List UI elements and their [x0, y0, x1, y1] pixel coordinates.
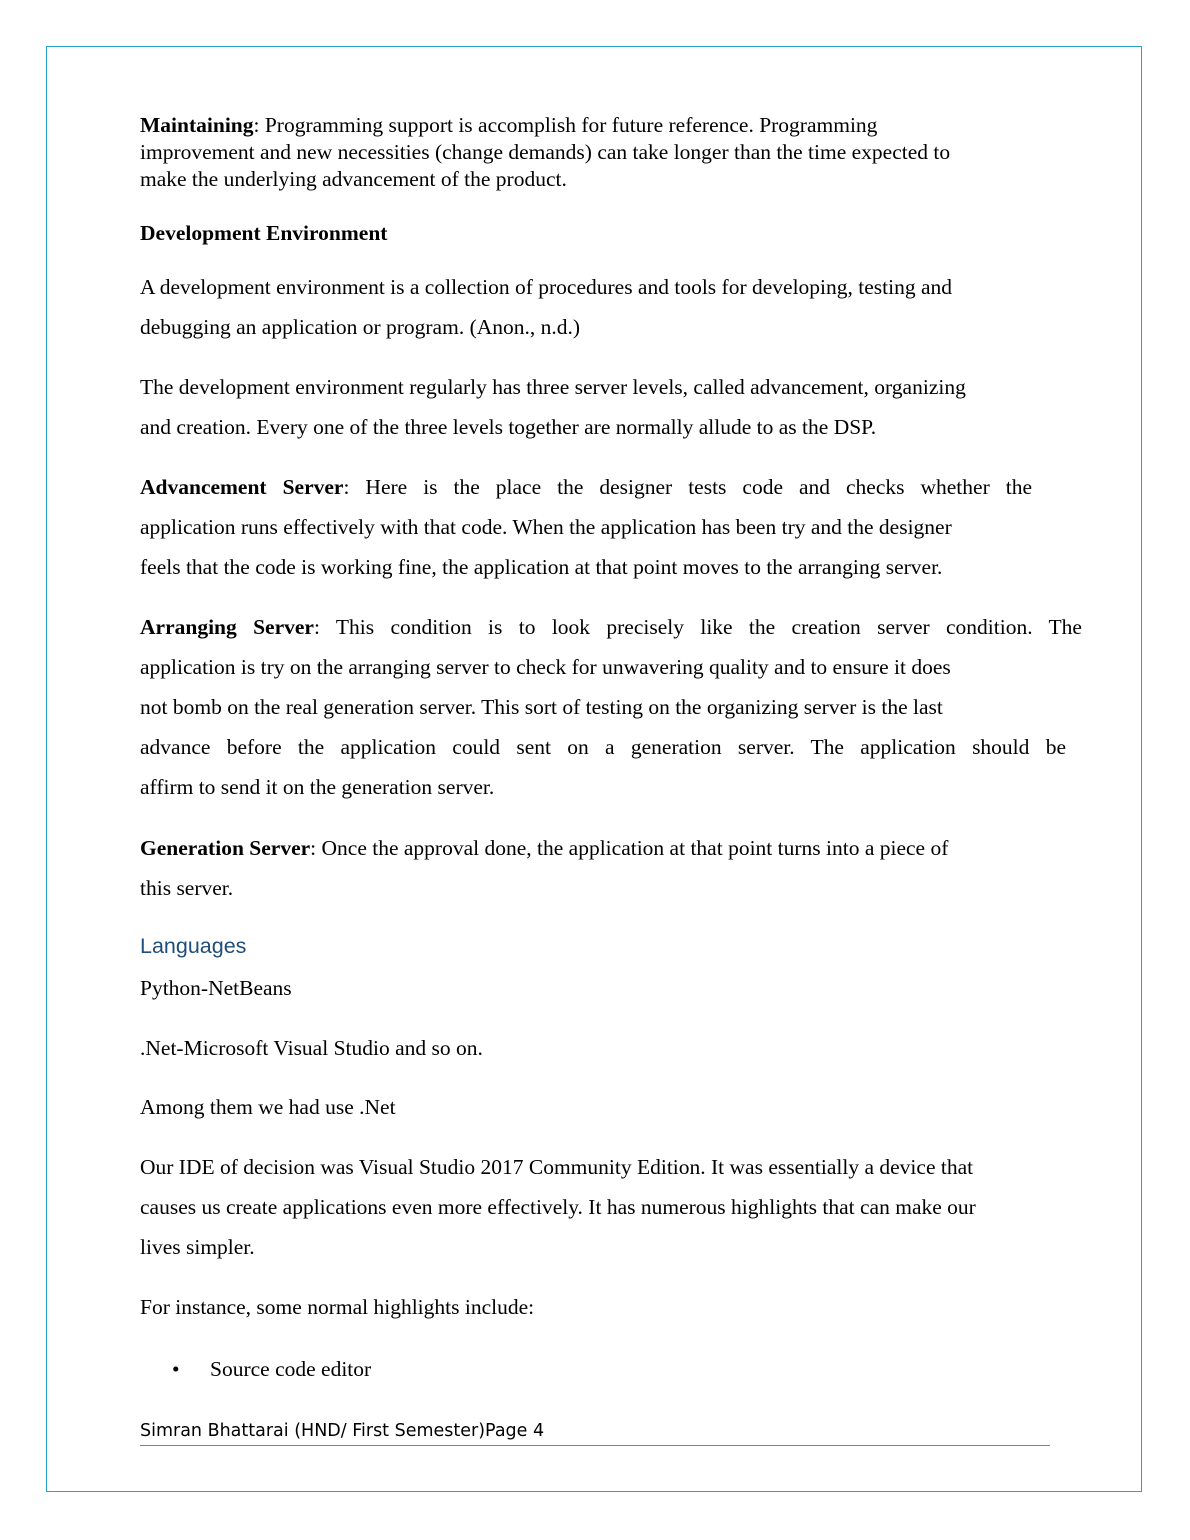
page-footer: Simran Bhattarai (HND/ First Semester)Page 4: [140, 1421, 1050, 1446]
advancement-line-2: application runs effectively with that code. When the application has been try and the designer: [140, 515, 952, 539]
dev-env-definition: [140, 267, 952, 347]
arranging-term: Arranging Server: [140, 615, 314, 639]
dev-env-def-line-1: A development environment is a collection of procedures and tools for developing, testing and: [140, 275, 953, 299]
for-instance-text: For instance, some normal highlights include:: [140, 1295, 535, 1319]
bullet-text: Source code editor: [210, 1357, 372, 1381]
arranging-line-2: application is try on the arranging server to check for unwavering quality and to ensure it does: [140, 655, 951, 679]
generation-line-2: this server.: [140, 876, 234, 900]
languages-heading: Languages: [140, 934, 247, 958]
maintaining-term: Maintaining: [140, 113, 254, 137]
maintaining-text-1: : Programming support is accomplish for future reference. Programming: [253, 113, 878, 137]
generation-term: Generation Server: [140, 836, 311, 860]
maintaining-text-3: make the underlying advancement of the product.: [140, 167, 567, 191]
advancement-term: Advancement Server: [140, 475, 344, 499]
ide-paragraph: [140, 1147, 976, 1267]
arranging-line-1: [140, 607, 1082, 647]
generation-text-1: : Once the approval done, the application at that point turns into a piece of: [310, 836, 949, 860]
generation-server-paragraph: [140, 828, 948, 908]
list-item: [172, 1354, 371, 1384]
among-them-text: Among them we had use .Net: [140, 1095, 396, 1119]
advancement-text-1: : Here is the place the designer tests code and checks whether the: [343, 475, 1032, 499]
arranging-line-4: advance before the application could sent on a generation server. The application should be: [140, 735, 1066, 759]
bullet-icon: •: [172, 1357, 180, 1381]
dev-env-def-line-2: debugging an application or program. (Anon., n.d.): [140, 315, 581, 339]
arranging-server-paragraph: [140, 607, 1082, 807]
arranging-text-1: : This condition is to look precisely like the creation server condition. The: [313, 615, 1082, 639]
ide-line-2: causes us create applications even more effectively. It has numerous highlights that can make our: [140, 1195, 976, 1219]
server-levels-paragraph: [140, 367, 966, 447]
arranging-line-5: affirm to send it on the generation server.: [140, 775, 495, 799]
advancement-line-1: [140, 467, 1032, 507]
maintaining-text-2: improvement and new necessities (change demands) can take longer than the time expected to: [140, 140, 951, 164]
advancement-server-paragraph: [140, 467, 1032, 587]
dev-env-heading: [140, 220, 387, 247]
language-net: .Net-Microsoft Visual Studio and so on.: [140, 1036, 483, 1060]
ide-line-1: Our IDE of decision was Visual Studio 2017 Community Edition. It was essentially a device that: [140, 1155, 974, 1179]
language-python: Python-NetBeans: [140, 976, 292, 1000]
server-levels-line-1: The development environment regularly has three server levels, called advancement, organizing: [140, 375, 966, 399]
advancement-line-3: feels that the code is working fine, the application at that point moves to the arranging server.: [140, 555, 943, 579]
arranging-line-3: not bomb on the real generation server. This sort of testing on the organizing server is the last: [140, 695, 943, 719]
maintaining-paragraph: [140, 112, 950, 193]
dev-env-heading-text: Development Environment: [140, 221, 388, 245]
ide-line-3: lives simpler.: [140, 1235, 255, 1259]
server-levels-line-2: and creation. Every one of the three levels together are normally allude to as the DSP.: [140, 415, 877, 439]
